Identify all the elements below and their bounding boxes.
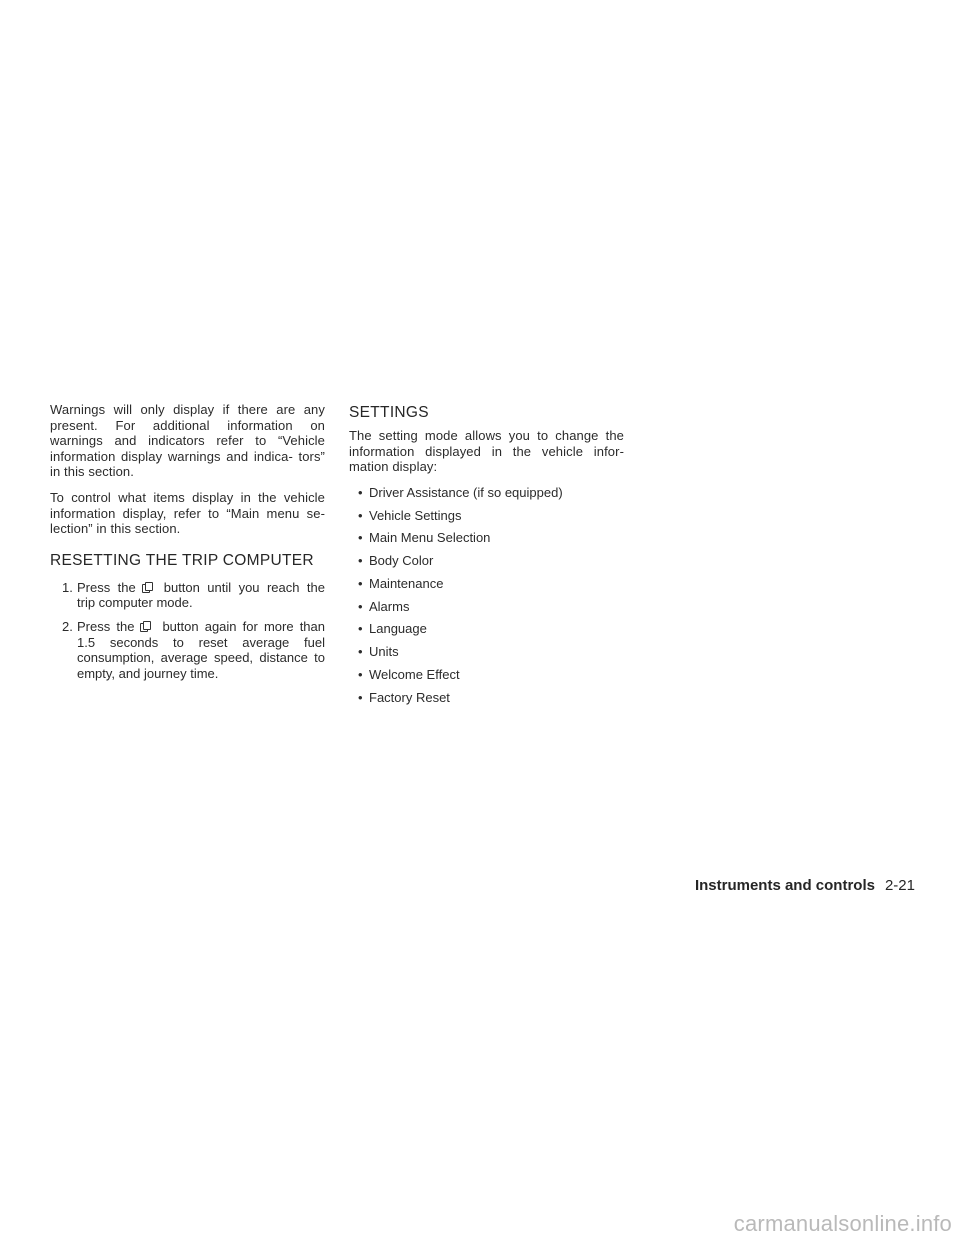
bullet-icon: • bbox=[358, 530, 363, 546]
watermark: carmanualsonline.info bbox=[733, 1211, 952, 1236]
control-paragraph: To control what items display in the vehicle information display, refer to “Main menu se- lection” in this section. bbox=[50, 489, 325, 537]
bullet-icon: • bbox=[358, 553, 363, 569]
list-item bbox=[349, 690, 624, 706]
list-item-label: Driver Assistance (if so equipped) bbox=[369, 484, 563, 500]
list-item bbox=[349, 508, 624, 524]
list-item-label: Welcome Effect bbox=[369, 667, 460, 683]
warnings-paragraph: Warnings will only display if there are any present. For additional information on warnings and indicators refer to “Vehicle information display warnings and indica- tors” in this section. bbox=[50, 402, 325, 480]
page-number: 2-21 bbox=[884, 877, 915, 894]
settings-list bbox=[349, 485, 624, 706]
page-footer bbox=[695, 877, 915, 894]
list-item-label: Body Color bbox=[369, 553, 434, 569]
list-item bbox=[50, 580, 325, 611]
step-number: 2. bbox=[62, 618, 73, 634]
list-item bbox=[349, 621, 624, 637]
list-item bbox=[349, 553, 624, 569]
bullet-icon: • bbox=[358, 575, 363, 591]
settings-intro: The setting mode allows you to change the information displayed in the vehicle infor- mation display: bbox=[349, 428, 624, 475]
list-item-label: Units bbox=[369, 644, 399, 660]
list-item-label: Factory Reset bbox=[369, 689, 450, 705]
step-text-after: button until you reach the trip computer mode. bbox=[77, 579, 325, 611]
list-item-label: Main Menu Selection bbox=[369, 530, 491, 546]
step-text-before: Press the bbox=[77, 579, 136, 595]
trip-button-icon bbox=[140, 621, 150, 632]
left-column bbox=[50, 402, 325, 689]
bullet-icon: • bbox=[358, 484, 363, 500]
trip-button-icon bbox=[142, 582, 152, 593]
step-number: 1. bbox=[62, 579, 73, 595]
list-item-label: Vehicle Settings bbox=[369, 507, 462, 523]
bullet-icon: • bbox=[358, 621, 363, 637]
list-item bbox=[50, 619, 325, 681]
list-item bbox=[349, 530, 624, 546]
step-text-after: button again for more than 1.5 seconds to reset average fuel consumption, average speed, distance to empty, and journey time. bbox=[77, 618, 325, 681]
bullet-icon: • bbox=[358, 667, 363, 683]
bullet-icon: • bbox=[358, 598, 363, 614]
right-column bbox=[349, 402, 624, 713]
bullet-icon: • bbox=[358, 644, 363, 660]
list-item bbox=[349, 599, 624, 615]
list-item-label: Maintenance bbox=[369, 575, 444, 591]
list-item bbox=[349, 644, 624, 660]
list-item bbox=[349, 667, 624, 683]
bullet-icon: • bbox=[358, 507, 363, 523]
bullet-icon: • bbox=[358, 689, 363, 705]
list-item bbox=[349, 485, 624, 501]
list-item bbox=[349, 576, 624, 592]
list-item-label: Language bbox=[369, 621, 427, 637]
settings-heading: SETTINGS bbox=[349, 404, 429, 421]
step-text-before: Press the bbox=[77, 618, 135, 634]
list-item-label: Alarms bbox=[369, 598, 410, 614]
reset-steps-list bbox=[50, 580, 325, 682]
footer-section-title: Instruments and controls bbox=[694, 877, 875, 894]
resetting-heading: RESETTING THE TRIP COMPUTER bbox=[50, 551, 314, 569]
